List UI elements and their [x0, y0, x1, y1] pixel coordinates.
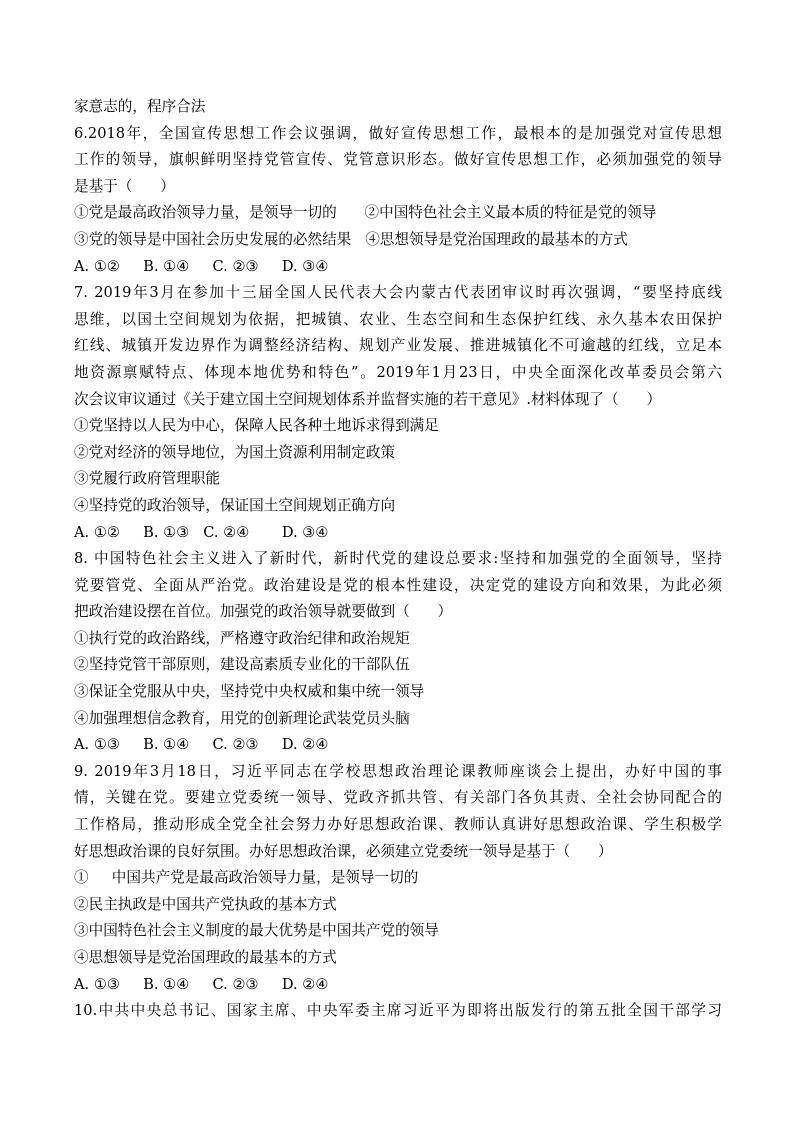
- question-9-stem: 情，关键在党。要建立党委统一领导、党政齐抓共管、有关部门各负其责、全社会协同配合的: [74, 789, 722, 807]
- question-7-stem: 地资源禀赋特点、体现本地优势和特色”。2019年1月23日，中央全面深化改革委员会第六: [74, 363, 722, 381]
- question-10-stem: 10.中共中央总书记、国家主席、中央军委主席习近平为即将出版发行的第五批全国干部学习: [74, 1002, 722, 1020]
- question-9-stem: 工作格局，推动形成全党全社会努力办好思想政治课、教师认真讲好思想政治课、学生积极学: [74, 816, 722, 834]
- document-page: [74, 94, 722, 1025]
- question-7-statement: ③党履行政府管理职能: [74, 470, 220, 488]
- question-9-statement: ④思想领导是党治国理政的最基本的方式: [74, 949, 337, 966]
- question-8-stem: 8. 中国特色社会主义进入了新时代，新时代党的建设总要求:坚持和加强党的全面领导，坚持: [74, 550, 722, 568]
- question-8-stem: 党要管党、全面从严治党。政治建设是党的根本性建设，决定党的建设方向和效果，为此必须: [74, 576, 722, 594]
- question-7-stem: 思维，以国土空间规划为依据，把城镇、农业、生态空间和生态保护红线、永久基本农田保护: [74, 310, 722, 328]
- question-7-statement: ④坚持党的政治领导，保证国土空间规划正确方向: [74, 496, 396, 514]
- question-8-stem: 把政治建设摆在首位。加强党的政治领导就要做到（ ）: [74, 603, 453, 621]
- question-8-statement: ②坚持党管干部原则，建设高素质专业化的干部队伍: [74, 656, 410, 674]
- question-7-stem: 7. 2019年3月在参加十三届全国人民代表大会内蒙古代表团审议时再次强调，“要坚持底线: [74, 284, 722, 302]
- question-9-stem: 9. 2019年3月18日，习近平同志在学校思想政治理论课教师座谈会上提出，办好中国的事: [74, 762, 722, 780]
- question-9-statement: ②民主执政是中国共产党执政的基本方式: [74, 895, 337, 913]
- question-6-statements: ①党是最高政治领导力量，是领导一切的 ②中国特色社会主义最本质的特征是党的领导: [74, 204, 657, 222]
- question-7-stem: 次会议审议通过《关于建立国土空间规划体系并监督实施的若干意见》.材料体现了（ ）: [74, 390, 662, 408]
- question-8-options: A. ①③ B. ①④ C. ②③ D. ②④: [74, 736, 329, 754]
- question-6-stem: 6.2018年，全国宣传思想工作会议强调，做好宣传思想工作，最根本的是加强党对宣传思想: [74, 124, 722, 142]
- question-8-statement: ①执行党的政治路线，严格遵守政治纪律和政治规矩: [74, 629, 410, 647]
- question-9-statement: ③中国特色社会主义制度的最大优势是中国共产党的领导: [74, 922, 439, 940]
- question-7-statement: ②党对经济的领导地位，为国土资源利用制定政策: [74, 443, 396, 461]
- question-7-stem: 红线、城镇开发边界作为调整经济结构、规划产业发展、推进城镇化不可逾越的红线，立足本: [74, 337, 722, 355]
- question-8-statement: ④加强理想信念教育，用党的创新理论武装党员头脑: [74, 709, 410, 727]
- question-6-stem: 工作的领导，旗帜鲜明坚持党管宣传、党管意识形态。做好宣传思想工作，必须加强党的领导: [74, 151, 722, 169]
- question-6-stem: 是基于（ ）: [74, 177, 175, 195]
- question-8-statement: ③保证全党服从中央，坚持党中央权威和集中统一领导: [74, 683, 425, 701]
- question-9-options: A. ①③ B. ①④ C. ②③ D. ②④: [74, 975, 329, 993]
- question-9-statement: ① 中国共产党是最高政治领导力量，是领导一切的: [74, 869, 419, 887]
- question-6-options: A. ①② B. ①④ C. ②③ D. ③④: [74, 257, 329, 275]
- text-line: 家意志的，程序合法: [74, 98, 206, 115]
- question-6-statements: ③党的领导是中国社会历史发展的必然结果 ④思想领导是党治国理政的最基本的方式: [74, 230, 628, 248]
- question-9-stem: 好思想政治课的良好氛围。办好思想政治课，必须建立党委统一领导是基于（ ）: [74, 842, 613, 860]
- question-7-options: A. ①② B. ①③ C. ②④ D. ③④: [74, 523, 329, 541]
- question-7-statement: ①党坚持以人民为中心，保障人民各种土地诉求得到满足: [74, 417, 439, 435]
